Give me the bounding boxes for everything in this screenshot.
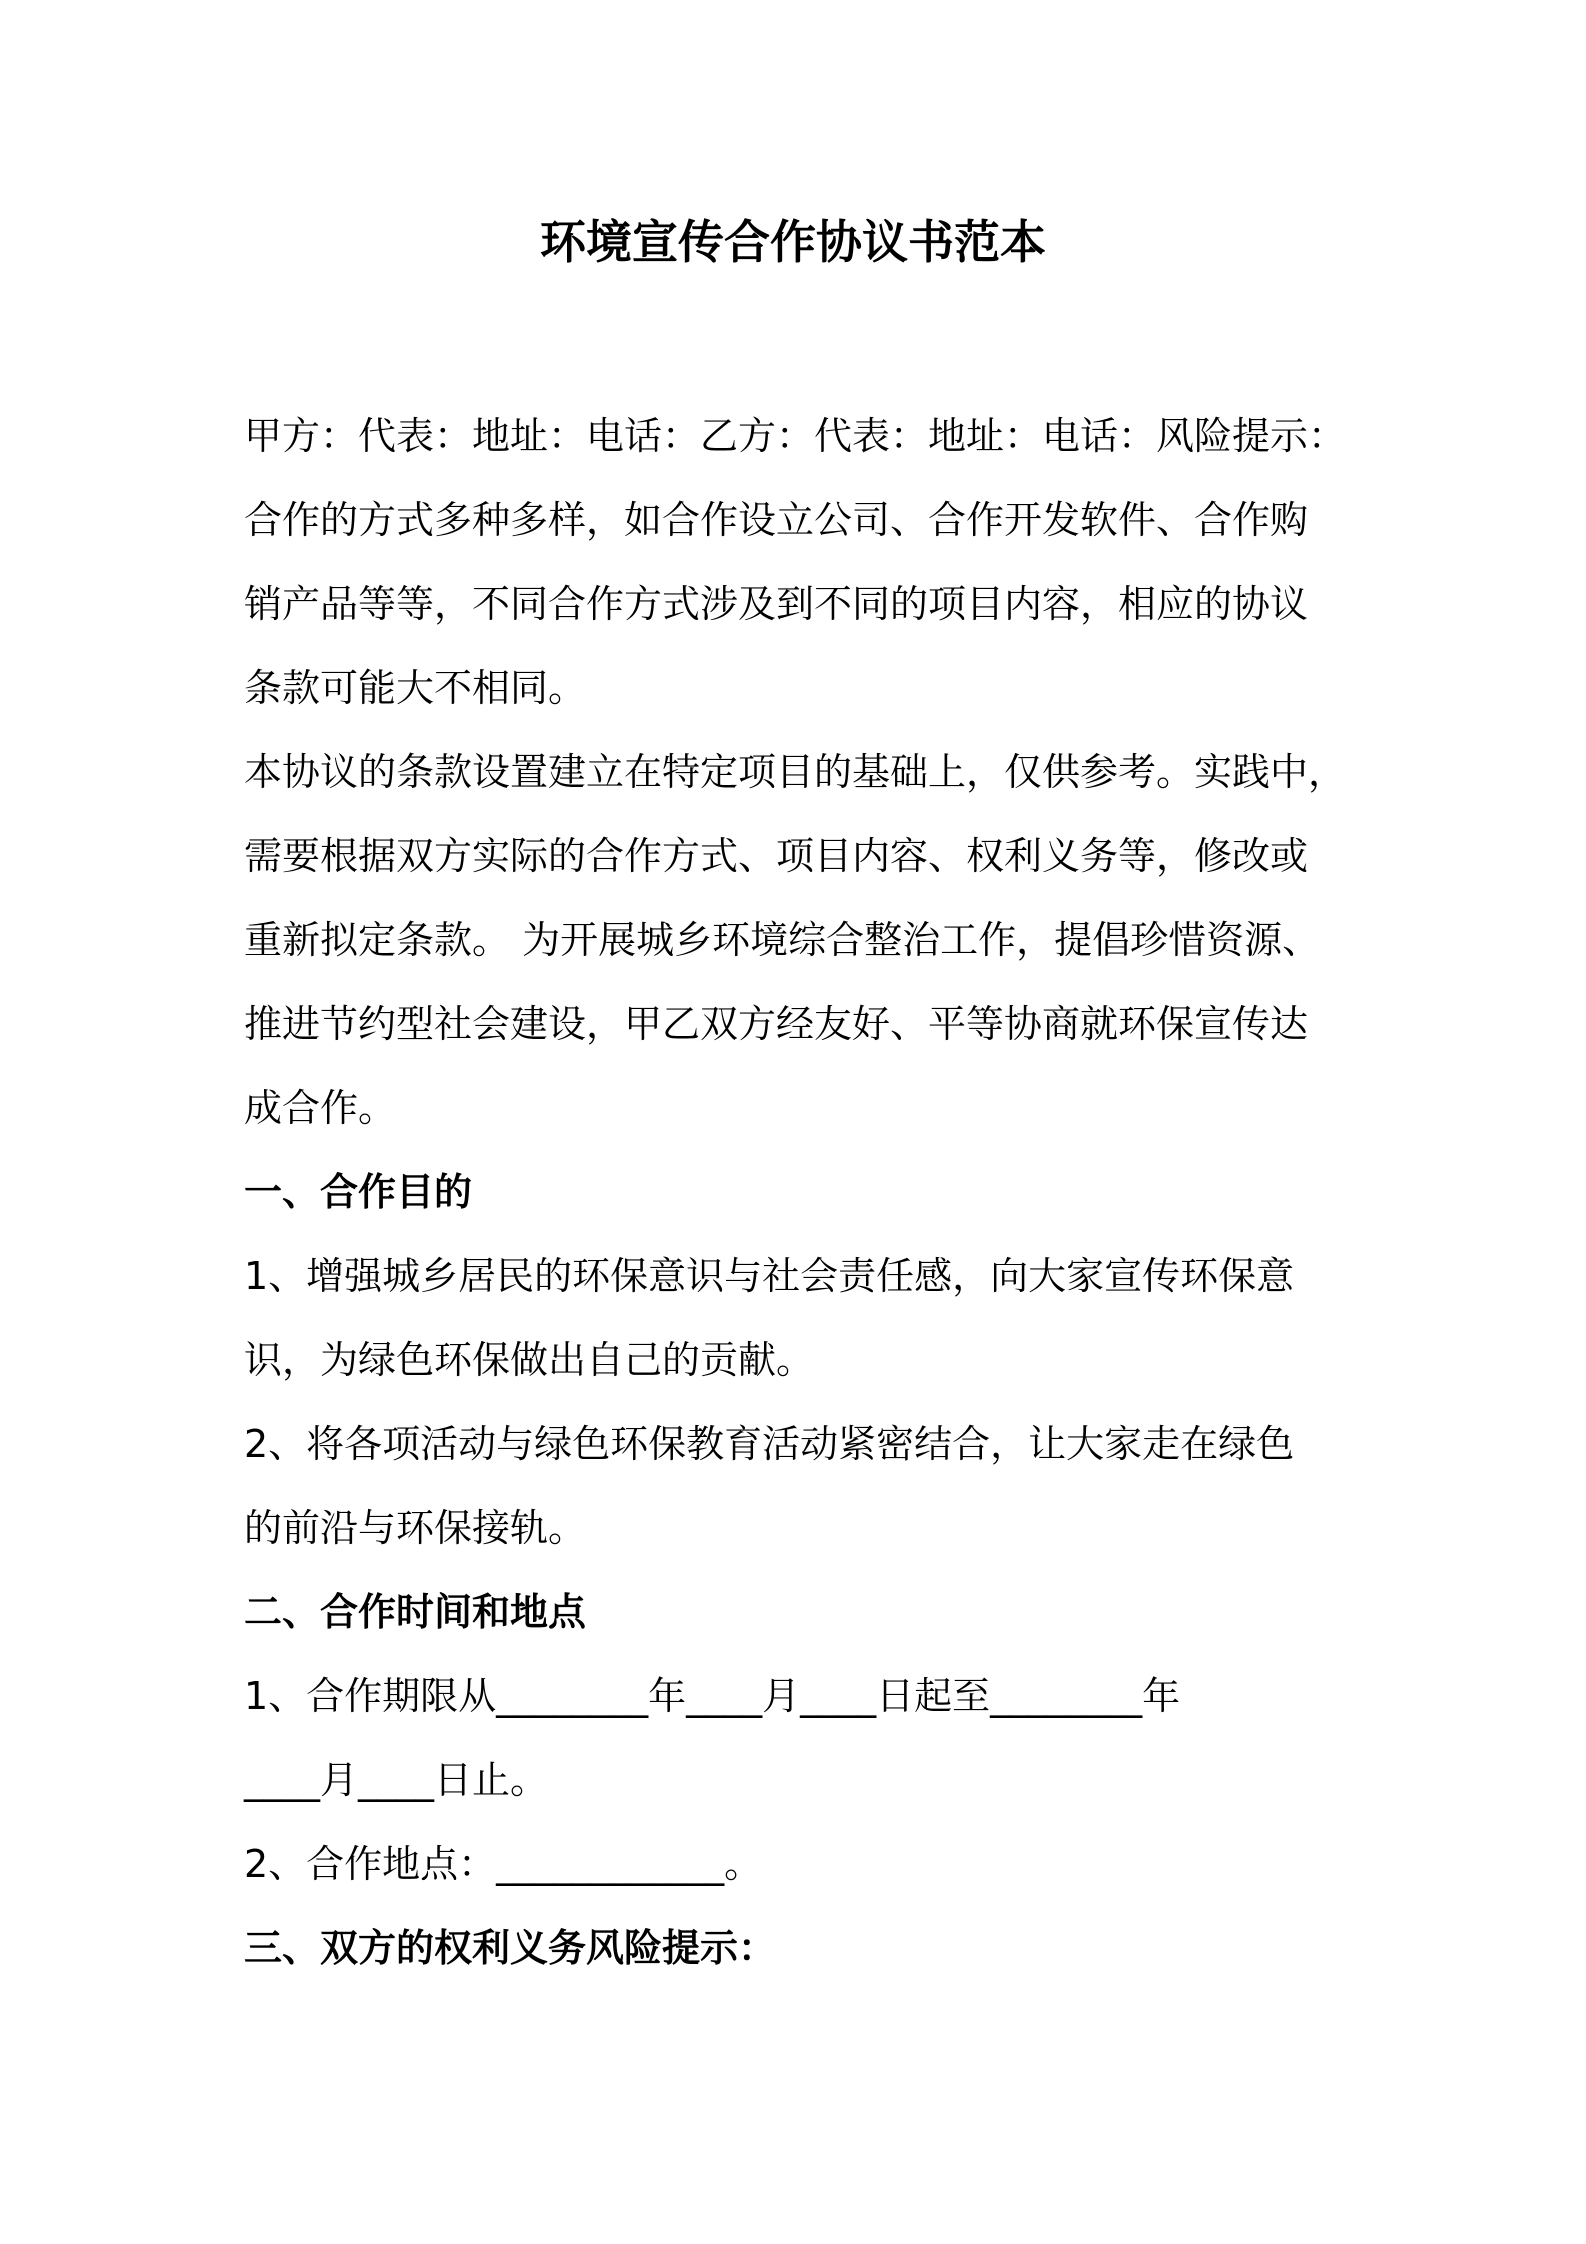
body-line: 1、增强城乡居民的环保意识与社会责任感，向大家宣传环保意: [244, 1254, 1295, 1298]
body-line: 重新拟定条款。 为开展城乡环境综合整治工作，提倡珍惜资源、: [244, 918, 1321, 962]
body-line: 需要根据双方实际的合作方式、项目内容、权利义务等，修改或: [244, 834, 1309, 878]
body-line: 1、合作期限从________年____月____日起至________年: [244, 1674, 1181, 1718]
section-heading-purpose: 一、合作目的: [244, 1170, 473, 1214]
section-heading-rights-obligations: 三、双方的权利义务风险提示：: [244, 1926, 777, 1970]
body-line: 成合作。: [244, 1086, 397, 1130]
body-line: 销产品等等，不同合作方式涉及到不同的项目内容，相应的协议: [244, 582, 1309, 626]
body-line: 的前沿与环保接轨。: [244, 1506, 587, 1550]
body-line: 2、合作地点：____________。: [244, 1842, 763, 1886]
body-line: 识，为绿色环保做出自己的贡献。: [244, 1338, 815, 1382]
section-heading-time-place: 二、合作时间和地点: [244, 1590, 587, 1634]
body-line: 条款可能大不相同。: [244, 666, 587, 710]
body-line: ____月____日止。: [244, 1758, 549, 1802]
party-info-line: 甲方：代表：地址：电话：乙方：代表：地址：电话：风险提示：: [244, 414, 1347, 458]
body-line: 2、将各项活动与绿色环保教育活动紧密结合，让大家走在绿色: [244, 1422, 1295, 1466]
body-line: 本协议的条款设置建立在特定项目的基础上，仅供参考。实践中，: [244, 750, 1347, 794]
body-line: 推进节约型社会建设，甲乙双方经友好、平等协商就环保宣传达: [244, 1002, 1309, 1046]
body-line: 合作的方式多种多样，如合作设立公司、合作开发软件、合作购: [244, 498, 1309, 542]
document-title: 环境宣传合作协议书范本: [540, 215, 1046, 269]
